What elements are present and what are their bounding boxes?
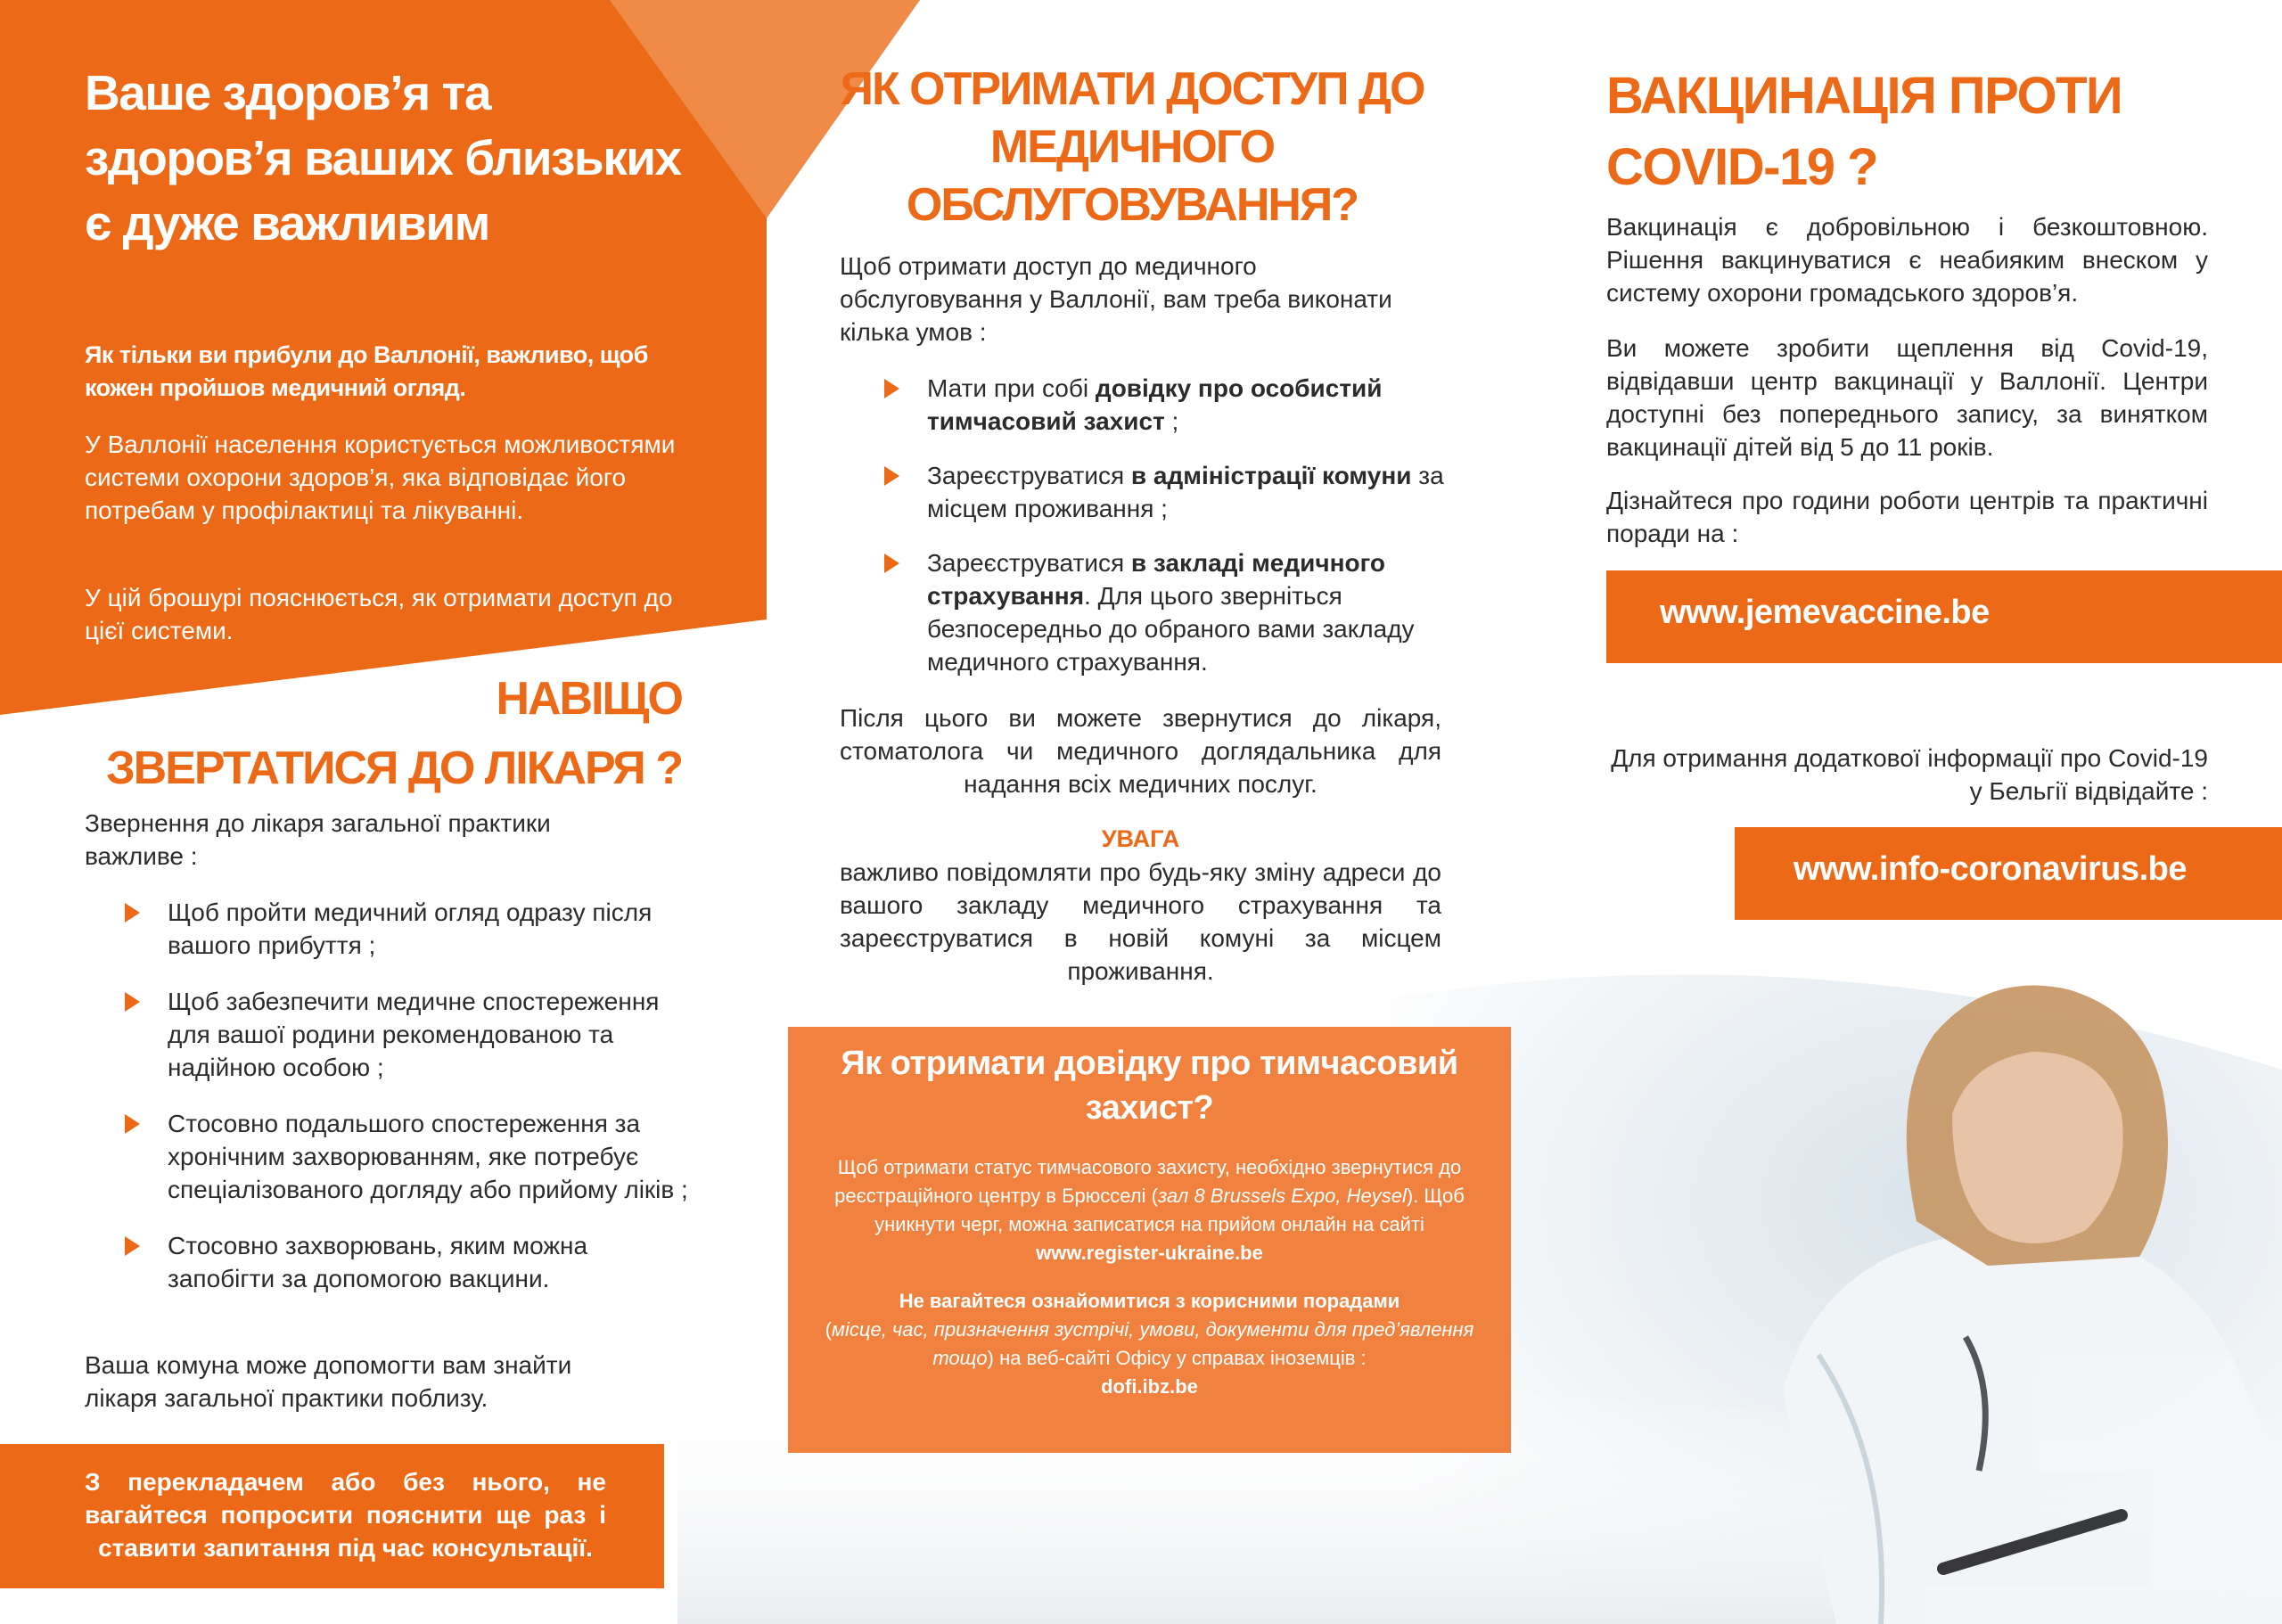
protection-certificate-box [788, 1027, 1511, 1453]
attention-text: важливо повідомляти про будь-яку зміну адреси до вашого закладу медичного страхування та зареєструватися в новій комуні за місцем проживання. [840, 858, 1441, 985]
panel1-intro: Звернення до лікаря загальної практики важливе : [85, 809, 551, 870]
panel1-outro: Ваша комуна може допомогти вам знайти лікаря загальної практики поблизу. [85, 1351, 572, 1412]
panel2-after-text: Після цього ви можете звернутися до лікаря, стоматолога чи медичного доглядальника для надання всіх медичних послуг. [840, 704, 1441, 798]
panel2-bullet-list [884, 372, 1455, 678]
panel1-title: Ваше здоров’я та здоров’я ваших близьких є дуже важливим [85, 65, 681, 250]
panel3-more-info: Для отримання додаткової інформації про Covid-19 у Бельгії відвідайте : [1611, 744, 2208, 805]
protection-box-paragraph-1: Щоб отримати статус тимчасового захисту, необхідно звернутися до реєстраційного центру в Брюсселі (зал 8 Brussels Expo, Heysel). Щоб уникнути черг, можна записатися на прийом онлайн на сайті www.register-ukraine.be [834, 1156, 1465, 1264]
panel1-heading-line2: ЗВЕРТАТИСЯ ДО ЛІКАРЯ ? [106, 742, 682, 794]
panel3-paragraph-3: Дізнайтеся про години роботи центрів та практичні поради на : [1606, 487, 2208, 547]
list-item: Щоб пройти медичний огляд одразу після вашого прибуття ; [125, 896, 695, 962]
panel2-heading: ЯК ОТРИМАТИ ДОСТУП ДО МЕДИЧНОГО ОБСЛУГОВУВАННЯ? [840, 63, 1424, 231]
list-item-emphasis: в закладі медичного страхування [927, 549, 1386, 610]
dofi-link[interactable]: dofi.ibz.be [1101, 1375, 1198, 1398]
panel1-heading-line1: НАВІЩО [496, 673, 682, 725]
panel1-lead: Як тільки ви прибули до Валлонії, важливо, щоб кожен пройшов медичний огляд. [85, 341, 648, 401]
panel1-paragraph-2: У цій брошурі пояснюється, як отримати доступ до цієї системи. [85, 584, 673, 644]
interpreter-note-box: З перекладачем або без нього, не вагайтеся попросити пояснити ще раз і ставити запитання під час консультації. [0, 1444, 664, 1588]
protection-box-paragraph-2: Не вагайтеся ознайомитися з корисними порадами (місце, час, призначення зустрічі, умови, документи для пред’явлення тощо) на веб-сайті Офісу у справах іноземців : dofi.ibz.be [825, 1290, 1474, 1398]
list-item-emphasis: довідку про особистий тимчасовий захист [927, 374, 1383, 435]
info-coronavirus-link[interactable]: www.info-coronavirus.be [1735, 827, 2282, 920]
panel2-intro: Щоб отримати доступ до медичного обслуговування у Валлонії, вам треба виконати кілька умов : [840, 252, 1392, 346]
panel1-bullet-list [125, 896, 695, 1295]
list-item: Стосовно подальшого спостереження за хронічним захворюванням, яке потребує спеціалізованого догляду або прийому ліків ; [125, 1107, 695, 1206]
list-item: Зареєструватися в закладі медичного страхування. Для цього зверніться безпосередньо до обраного вами закладу медичного страхування. [884, 546, 1455, 678]
panel3-heading: ВАКЦИНАЦІЯ ПРОТИ COVID-19 ? [1606, 67, 2122, 196]
panel1-heading [71, 664, 682, 803]
jemevaccine-link[interactable]: www.jemevaccine.be [1606, 570, 2282, 663]
list-item-emphasis: в адміністрації комуни [1130, 462, 1412, 489]
list-item: Стосовно захворювань, яким можна запобігти за допомогою вакцини. [125, 1229, 695, 1295]
panel3-paragraph-1: Вакцинація є добровільною і безкоштовною. Рішення вакцинуватися є неабияким внеском у систему охорони громадського здоров’я. [1606, 213, 2208, 307]
list-item: Зареєструватися в адміністрації комуни за місцем проживання ; [884, 459, 1455, 525]
list-item: Щоб забезпечити медичне спостереження для вашої родини рекомендованою та надійною особою ; [125, 985, 695, 1084]
attention-label: УВАГА [1101, 825, 1180, 852]
register-ukraine-link[interactable]: www.register-ukraine.be [1036, 1242, 1263, 1264]
panel3-paragraph-2: Ви можете зробити щеплення від Covid-19, відвідавши центр вакцинації у Валлонії. Центри доступні без попереднього запису, за винятком вакцинації дітей від 5 до 11 років. [1606, 334, 2208, 461]
list-item: Мати при собі довідку про особистий тимчасовий захист ; [884, 372, 1455, 438]
protection-box-title: Як отримати довідку про тимчасовий захист? [841, 1045, 1458, 1127]
panel1-paragraph-1: У Валлонії населення користується можливостями системи охорони здоров’я, яка відповідає його потребам у профілактиці та лікуванні. [85, 431, 676, 524]
